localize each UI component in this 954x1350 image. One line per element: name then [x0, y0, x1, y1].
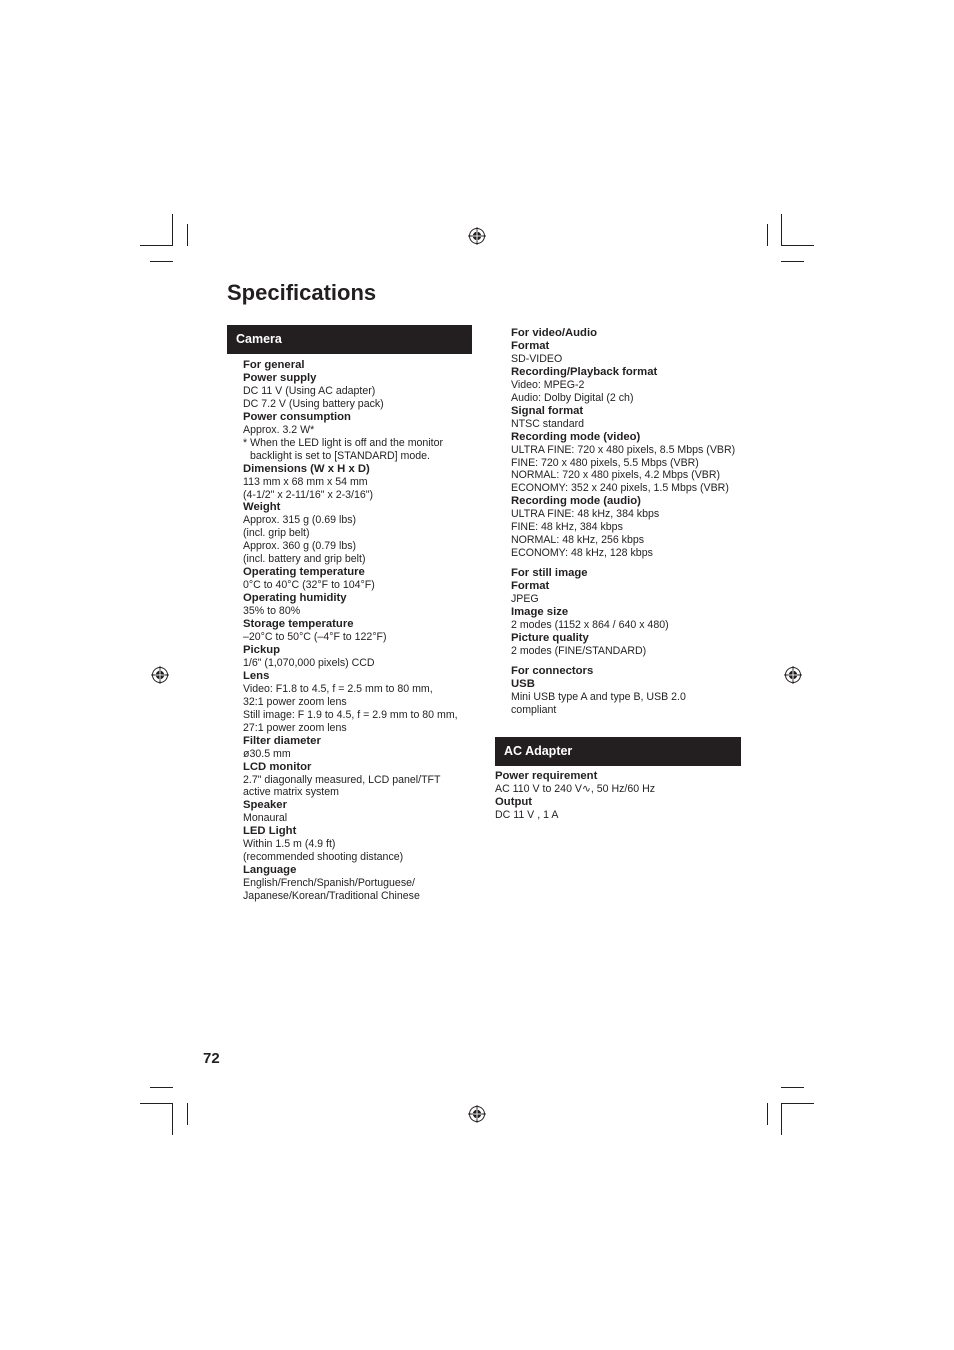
spec-label: Format — [511, 580, 550, 593]
registration-mark-icon — [468, 227, 486, 245]
spacer — [511, 560, 751, 567]
spec-label: LCD monitor — [243, 760, 312, 773]
spec-value: 2.7" diagonally measured, LCD panel/TFT — [243, 773, 441, 786]
spec-value: DC 11 V (Using AC adapter) — [243, 384, 376, 397]
spec-label: Operating temperature — [243, 566, 365, 579]
ac-adapter-spec-list — [495, 770, 741, 822]
spec-value: backlight is set to [STANDARD] mode. — [250, 449, 430, 462]
crop-mark — [140, 245, 173, 246]
spec-value: SD-VIDEO — [511, 352, 563, 365]
spec-value: 2 modes (FINE/STANDARD) — [511, 644, 647, 657]
crop-mark — [172, 214, 173, 246]
spec-value: Approx. 3.2 W* — [243, 423, 315, 436]
spec-label: For video/Audio — [511, 327, 597, 339]
crop-mark — [767, 224, 768, 246]
spec-value: Monaural — [243, 812, 288, 825]
crop-mark — [187, 224, 188, 246]
spec-value: DC 11 V , 1 A — [495, 808, 559, 821]
spec-label: Image size — [511, 606, 569, 619]
spec-value: 2 modes (1152 x 864 / 640 x 480) — [511, 618, 669, 631]
spec-value: 113 mm x 68 mm x 54 mm — [243, 475, 368, 488]
spacer — [511, 658, 751, 665]
camera-section-heading: Camera — [227, 325, 472, 354]
spec-value: AC 110 V to 240 V∿, 50 Hz/60 Hz — [495, 782, 656, 795]
spec-value: Video: MPEG-2 — [511, 378, 585, 391]
spec-value: 32:1 power zoom lens — [243, 695, 347, 708]
spec-label: Output — [495, 795, 533, 808]
spec-value: ULTRA FINE: 48 kHz, 384 kbps — [511, 508, 660, 521]
spec-label: Recording/Playback format — [511, 365, 658, 378]
spec-label: USB — [511, 677, 535, 690]
crop-mark — [781, 1087, 804, 1088]
camera-spec-list — [243, 359, 475, 903]
spec-value: ULTRA FINE: 720 x 480 pixels, 8.5 Mbps (VBR) — [511, 443, 736, 456]
spec-value: Within 1.5 m (4.9 ft) — [243, 838, 336, 851]
spec-label: Signal format — [511, 404, 584, 417]
page-title: Specifications — [227, 280, 377, 305]
spec-value: Video: F1.8 to 4.5, f = 2.5 mm to 80 mm, — [243, 682, 433, 695]
spec-value: DC 7.2 V (Using battery pack) — [243, 397, 384, 410]
spec-value: (incl. battery and grip belt) — [243, 553, 366, 566]
spec-value: FINE: 720 x 480 pixels, 5.5 Mbps (VBR) — [511, 456, 699, 469]
crop-mark — [187, 1103, 188, 1125]
spec-value: 1/6" (1,070,000 pixels) CCD — [243, 656, 375, 669]
spec-label: Picture quality — [511, 631, 589, 644]
spec-value: JPEG — [511, 593, 539, 606]
crop-mark — [150, 261, 173, 262]
spec-value: Approx. 360 g (0.79 lbs) — [243, 540, 357, 553]
spec-label: Operating humidity — [243, 592, 347, 605]
spec-value: 35% to 80% — [243, 605, 301, 618]
spec-label: For still image — [511, 567, 588, 580]
crop-mark — [781, 214, 782, 246]
crop-mark — [767, 1103, 768, 1125]
spec-label: Language — [243, 864, 297, 877]
spec-value: * When the LED light is off and the monitor — [243, 436, 444, 449]
spec-value: ECONOMY: 48 kHz, 128 kbps — [511, 547, 653, 560]
spec-label: For connectors — [511, 664, 594, 677]
spec-value: Approx. 315 g (0.69 lbs) — [243, 514, 357, 527]
spec-label: Recording mode (audio) — [511, 495, 641, 508]
spec-label: Weight — [243, 501, 281, 514]
spec-value: NORMAL: 720 x 480 pixels, 4.2 Mbps (VBR) — [511, 469, 721, 482]
spec-value: English/French/Spanish/Portuguese/ — [243, 877, 415, 890]
crop-mark — [781, 261, 804, 262]
spec-value: (incl. grip belt) — [243, 527, 310, 540]
spec-label: Power supply — [243, 371, 317, 384]
spec-label: Format — [511, 339, 550, 352]
spec-value: NORMAL: 48 kHz, 256 kbps — [511, 534, 645, 547]
spec-label: LED Light — [243, 825, 297, 838]
spec-value: 27:1 power zoom lens — [243, 721, 347, 734]
spec-label: Filter diameter — [243, 734, 321, 747]
registration-mark-icon — [151, 666, 169, 684]
crop-mark — [150, 1087, 173, 1088]
spec-value: Japanese/Korean/Traditional Chinese — [243, 890, 420, 903]
crop-mark — [781, 245, 814, 246]
crop-mark — [781, 1103, 782, 1135]
spec-label: Pickup — [243, 643, 281, 656]
spec-value: FINE: 48 kHz, 384 kbps — [511, 521, 623, 534]
spec-value: (4-1/2" x 2-11/16" x 2-3/16") — [243, 488, 374, 501]
spec-label: Recording mode (video) — [511, 430, 641, 443]
spec-value: active matrix system — [243, 786, 339, 799]
spec-value: (recommended shooting distance) — [243, 851, 404, 864]
spec-value: –20°C to 50°C (–4°F to 122°F) — [243, 631, 387, 644]
spec-value: NTSC standard — [511, 417, 585, 430]
spec-label: Power requirement — [495, 770, 598, 782]
page-number: 72 — [203, 1050, 220, 1067]
spec-label: Dimensions (W x H x D) — [243, 462, 370, 475]
crop-mark — [140, 1103, 173, 1104]
spec-label: Lens — [243, 669, 270, 682]
spec-label: Storage temperature — [243, 618, 354, 631]
ac-adapter-section-heading: AC Adapter — [495, 737, 741, 766]
registration-mark-icon — [784, 666, 802, 684]
spec-label: For general — [243, 359, 305, 371]
registration-mark-icon — [468, 1105, 486, 1123]
spec-label: Power consumption — [243, 410, 351, 423]
spec-value: compliant — [511, 703, 557, 716]
crop-mark — [781, 1103, 814, 1104]
spec-value: Audio: Dolby Digital (2 ch) — [511, 391, 634, 404]
spec-value: Mini USB type A and type B, USB 2.0 — [511, 690, 686, 703]
spec-value: ECONOMY: 352 x 240 pixels, 1.5 Mbps (VBR) — [511, 482, 729, 495]
spec-value: Still image: F 1.9 to 4.5, f = 2.9 mm to 80 mm, — [243, 708, 458, 721]
spec-value: ø30.5 mm — [243, 747, 291, 760]
spec-value: 0°C to 40°C (32°F to 104°F) — [243, 579, 375, 592]
video-audio-spec-list — [511, 327, 751, 717]
crop-mark — [172, 1103, 173, 1135]
spec-label: Speaker — [243, 799, 287, 812]
